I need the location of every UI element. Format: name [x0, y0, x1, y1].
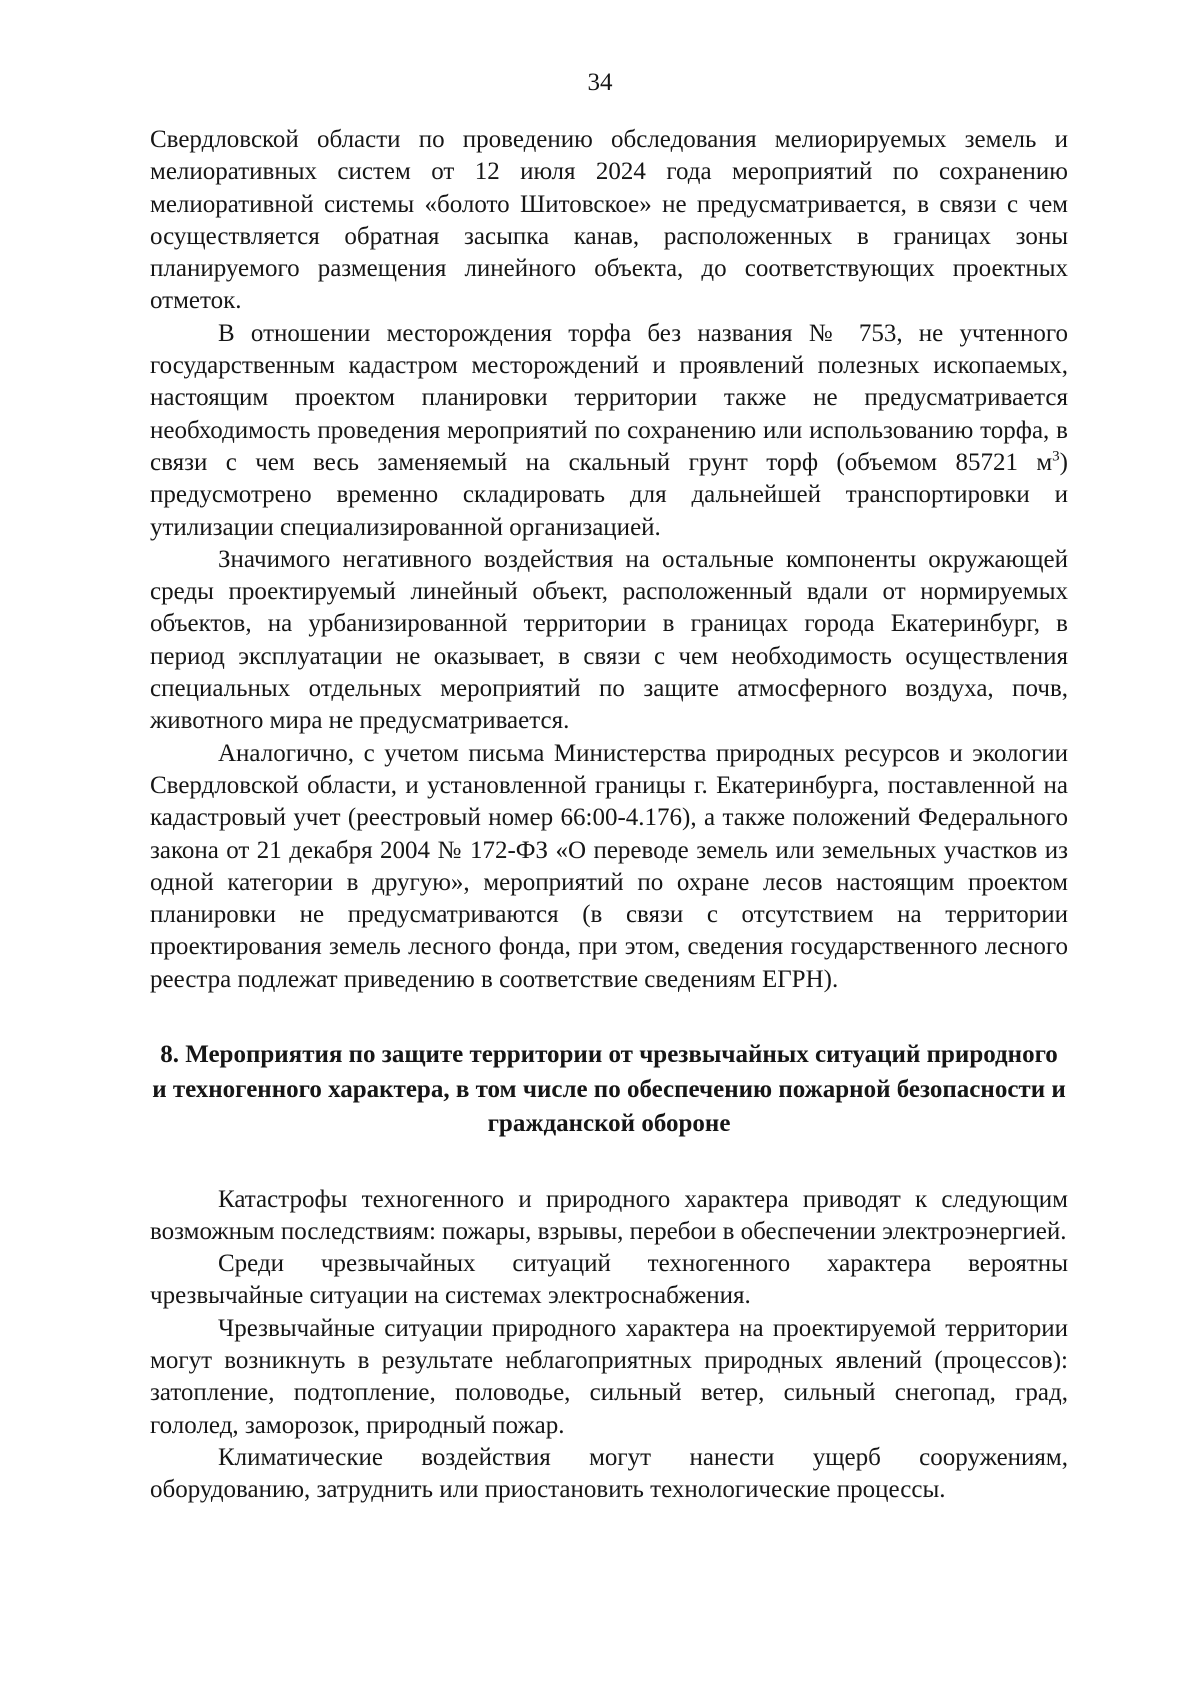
paragraph-climate-impact: Климатические воздействия могут нанести ущерб сооружениям, оборудованию, затруднить или приостановить технологические процессы. [150, 1443, 1068, 1504]
paragraph-natural-emergencies: Чрезвычайные ситуации природного характера на проектируемой территории могут возникнуть в результате неблагоприятных природных явлений (процессов): затопление, подтопление, половодье, сильный ветер, сильный снегопад, град, гололед, заморозок, природный пожар. [150, 1314, 1068, 1439]
document-body [150, 124, 1068, 1506]
paragraph-environment-impact: Значимого негативного воздействия на остальные компоненты окружающей среды проектируемый линейный объект, расположенный вдали от нормируемых объектов, на урбанизированной территории в границах города Екатеринбург, в период эксплуатации не оказывает, в связи с чем необходимость осуществления специальных отдельных мероприятий по защите атмосферного воздуха, почв, животного мира не предусматривается. [150, 545, 1068, 735]
paragraph-peat-deposit [150, 318, 1068, 544]
paragraph-peat-text-end: ) предусмотрено временно складировать для дальнейшей транспортировки и утилизации специализированной организацией. [150, 448, 1068, 541]
paragraph-technogenic-emergencies: Среди чрезвычайных ситуаций техногенного характера вероятны чрезвычайные ситуации на системах электроснабжения. [150, 1250, 1068, 1310]
paragraph-disaster-consequences: Катастрофы техногенного и природного характера приводят к следующим возможным последствиям: пожары, взрывы, перебои в обеспечении электроэнергией. [150, 1185, 1068, 1245]
page-number: 34 [587, 69, 613, 96]
paragraph-meliorative-system: Свердловской области по проведению обследования мелиорируемых земель и мелиоративных систем от 12 июля 2024 года мероприятий по сохранению мелиоративной системы «болото Шитовское» не предусматривается, в связи с чем осуществляется обратная засыпка канав, расположенных в границах зоны планируемого размещения линейного объекта, до соответствующих проектных отметок. [150, 126, 1068, 315]
section-heading: 8. Мероприятия по защите территории от чрезвычайных ситуаций природного и техногенного характера, в том числе по обеспечению пожарной безопасности и гражданской обороне [152, 1041, 1066, 1138]
paragraph-forest-protection: Аналогично, с учетом письма Министерства природных ресурсов и экологии Свердловской области, и установленной границы г. Екатеринбурга, поставленной на кадастровый учет (реестровый номер 66:00-4.176), а также положений Федерального закона от 21 декабря 2004 № 172-ФЗ «О переводе земель или земельных участков из одной категории в другую», мероприятий по охране лесов настоящим проектом планировки не предусматриваются (в связи с отсутствием на территории проектирования земель лесного фонда, при этом, сведения государственного лесного реестра подлежат приведению в соответствие сведениям ЕГРН). [150, 739, 1068, 993]
volume-unit-superscript: 3 [1052, 448, 1060, 465]
paragraph-peat-text-start: В отношении месторождения торфа без названия № 753, не учтенного государственным кадастром месторождений и проявлений полезных ископаемых, настоящим проектом планировки территории также не предусматривается необходимость проведения мероприятий по сохранению или использованию торфа, в связи с чем весь заменяемый на скальный грунт торф (объемом 85721 м [150, 319, 1068, 476]
